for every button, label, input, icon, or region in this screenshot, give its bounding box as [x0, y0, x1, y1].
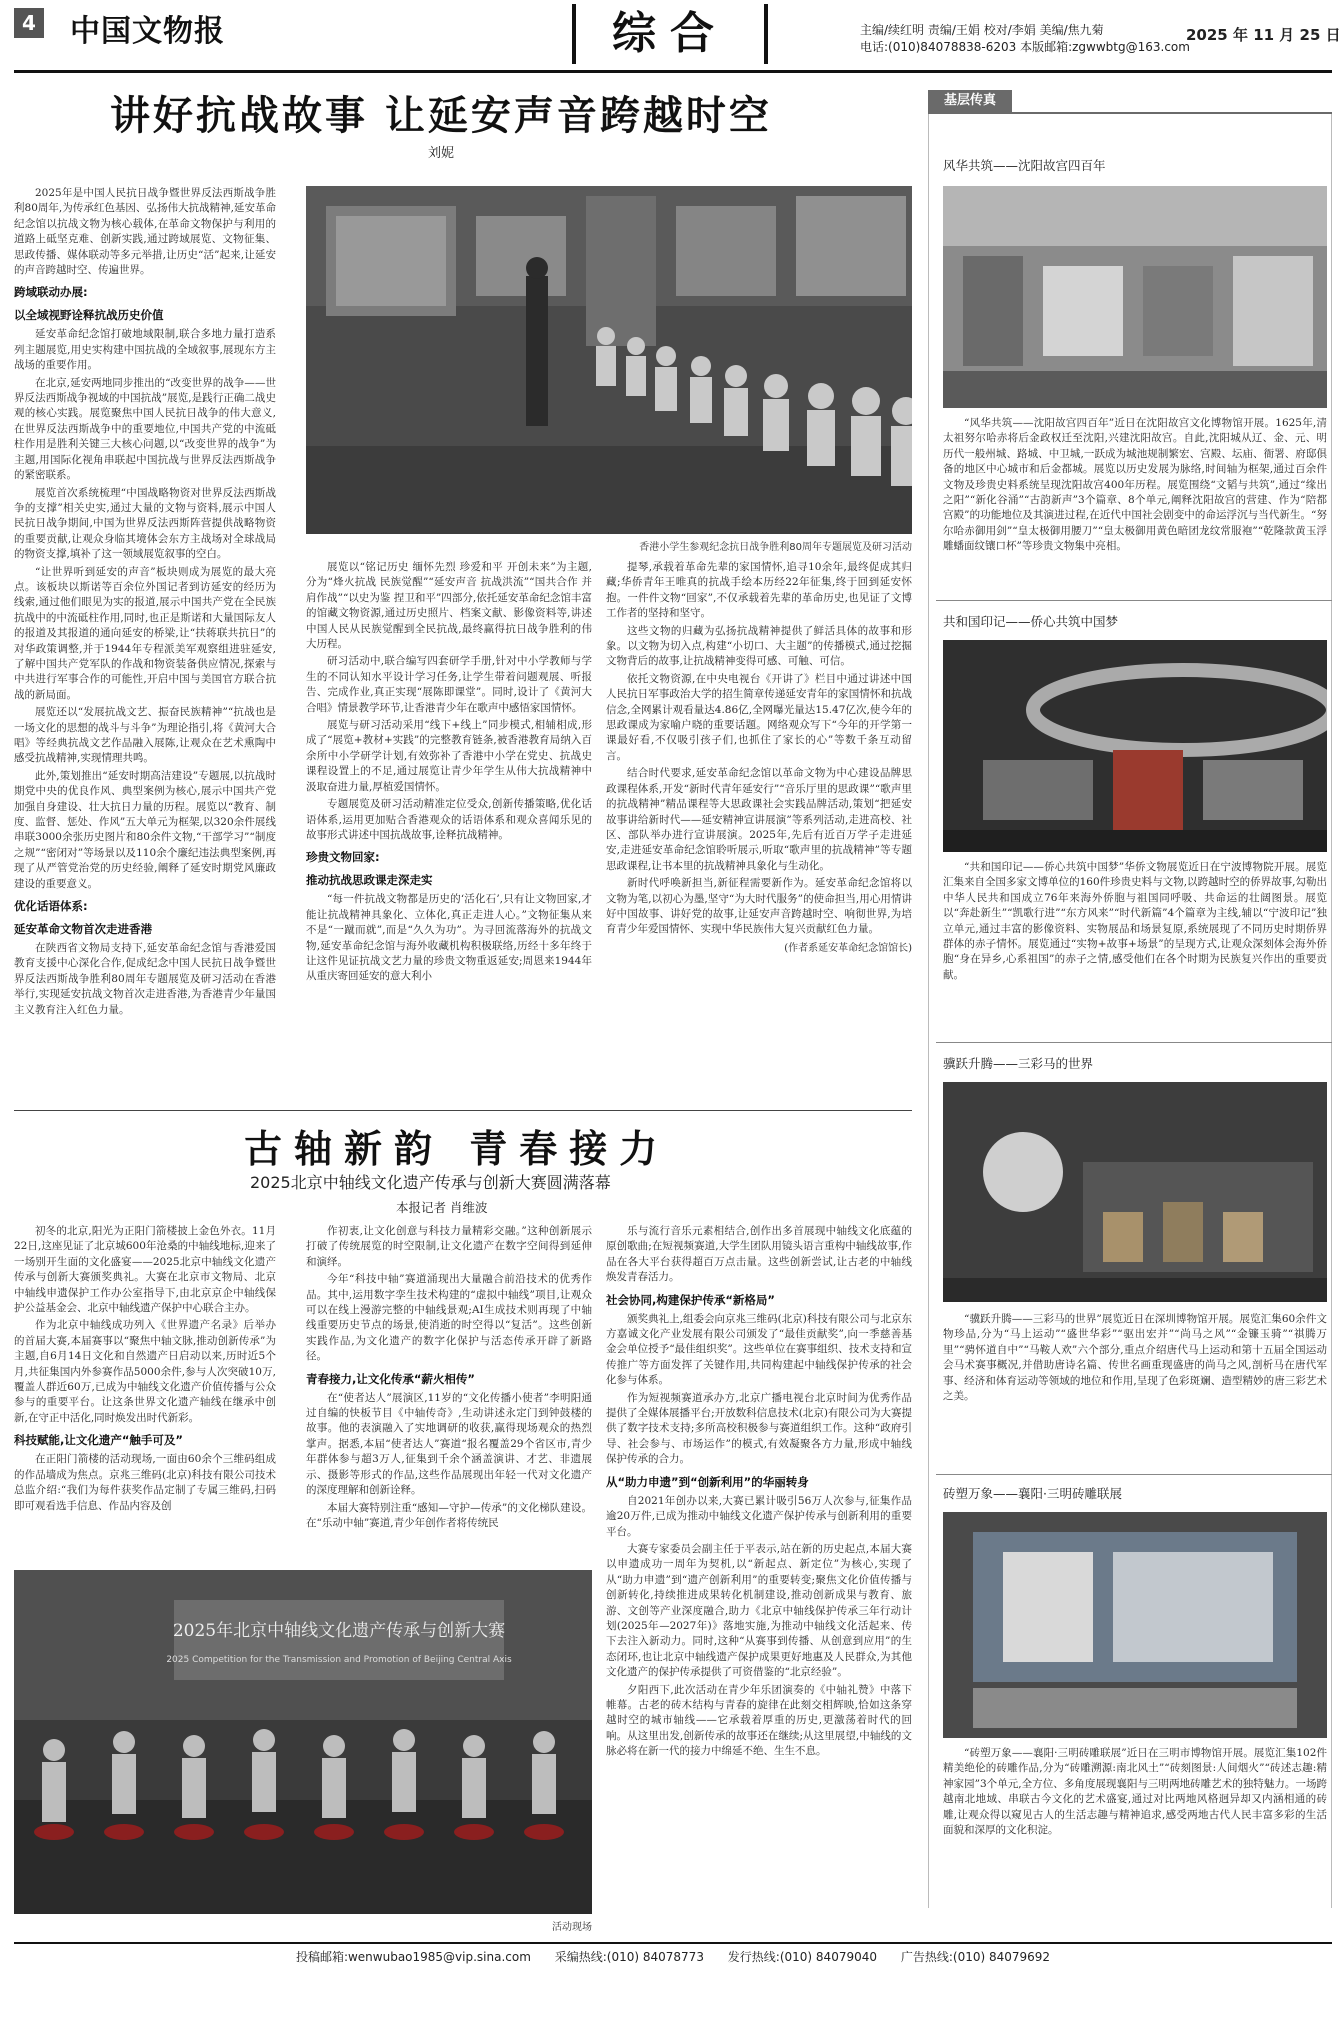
sidebar-separator: [936, 600, 1332, 601]
paragraph: 作为北京中轴线成功列入《世界遗产名录》后举办的首届大赛,本届赛事以“聚焦中轴文脉,推动创新传承”为主题,自6月14日文化和自然遗产日启动以来,历时近5个月,共征集国内外参赛作品5000余件,参与人次突破10万,覆盖人群近60万,已成为中轴线文化遗产价值传播与公众参与的重要平台。让这条世界文化遗产轴线在继承中创新,在守正中活化,同时焕发出时代新彩。: [14, 1319, 276, 1424]
masthead-rule: [14, 70, 1332, 73]
section-heading: 从“助力申遗”到“创新利用”的华丽转身: [606, 1474, 809, 1489]
paragraph: 在北京,延安两地同步推出的“改变世界的战争——世界反法西斯战争视域的中国抗战”展览,是践行正确二战史观的核心实践。展览聚焦中国人民抗日战争的伟大意义,在世界反法西斯战争中的重要地位,中国共产党的中流砥柱作用是胜利关键三大核心问题,以“改变世界的战争”为主题,用国际化视角串联起中国抗战与世界反法西斯战争的紧密联系。: [14, 376, 276, 482]
issue-date: 2025 年 11 月 25 日: [1186, 26, 1341, 44]
paragraph: 夕阳西下,此次活动在青少年乐团演奏的《中轴礼赞》中落下帷幕。古老的砖木结构与青春的旋律在此刻交相辉映,恰如这条穿越时空的城市轴线——它承载着厚重的历史,更激荡着时代的回响。从这里出发,创新传承的故事还在继续;从这里展望,中轴线的文脉必将在新一代的接力中绵延不绝、生生不息。: [606, 1683, 912, 1758]
section-heading: 青春接力,让文化传承“薪火相传”: [306, 1371, 475, 1386]
sidebar-item-title: 砖塑万象——襄阳·三明砖雕联展: [943, 1486, 1122, 1501]
paragraph: 2025年是中国人民抗日战争暨世界反法西斯战争胜利80周年,为传承红色基因、弘扬伟大抗战精神,延安革命纪念馆以抗战文物为核心载体,在革命文物保护与利用的道路上砥坚克难、创新实践,通过跨域展览、文物征集、思政传播、媒体联动等多元举措,让历史“活”起来,让延安的声音跨越时空、传遍世界。: [14, 187, 276, 277]
paragraph: 大赛专家委员会副主任于平表示,站在新的历史起点,本届大赛以申遗成功一周年为契机,以“新起点、新定位”为核心,实现了从“助力申遗”到“遗产创新利用”的重要转变;聚焦文化价值传播与创新转化,持续推进成果转化机制建设,推动创新成果与教育、旅游、文创等产业深度融合,助力《北京中轴线保护传承三年行动计划(2025年—2027年)》落地实施,为推动中轴线文化活起来、传下去注入新动力。同时,这种“从赛事到传播、从创意到应用”的生态闭环,也让北京中轴线遗产保护成果更好地惠及人民群众,为其他文化遗产的保护传承提供了可资借鉴的“北京经验”。: [606, 1542, 912, 1679]
sidebar-photo-sanming: [943, 1512, 1327, 1738]
article1-column-1: [14, 186, 276, 1106]
section-heading: 科技赋能,让文化遗产“触手可及”: [14, 1433, 183, 1448]
paragraph: 在陕西省文物局支持下,延安革命纪念馆与香港爱国教育支援中心深化合作,促成纪念中国人民抗日战争暨世界反法西斯战争胜利80周年专题展览及研习活动在香港举行,实现延安抗战文物首次走进香港,为香港青少年量国主义教育注入红色力量。: [14, 942, 276, 1016]
masthead: [0, 0, 1344, 70]
sidebar-separator: [936, 1042, 1332, 1043]
paragraph: 作为短视频赛道承办方,北京广播电视台北京时间为优秀作品提供了全媒体展播平台;开放数科信息技术(北京)有限公司为大赛提供了数字技术支持;多所高校积极参与赛道组织工作。这种“政府引导、社会参与、市场运作”的模式,有效凝聚各方力量,形成中轴线保护传承的合力。: [606, 1391, 912, 1466]
article1-column-3: [606, 560, 912, 1106]
paragraph: 展览与研习活动采用“线下+线上”同步模式,相辅相成,形成了“展览+教材+实践”的完整教育链条,被香港教育局纳入百余所中小学研学计划,有效弥补了香港中小学在党史、抗战史课程设置上的不足,通过展览让青少年学生从伟大抗战精神中汲取奋进力量,厚植爱国情怀。: [306, 719, 592, 793]
paragraph: 依托文物资源,在中央电视台《开讲了》栏目中通过讲述中国人民抗日军事政治大学的招生简章传递延安青年的家国情怀和抗战信念,全网累计观看量达4.86亿,全网曝光量达15.47亿次,使今年的思政课成为家喻户晓的重要话题。网络观众写下“今年的开学第一课最好看,不仅吸引孩子们,也抓住了家长的心”等数千条互动留言。: [606, 672, 912, 762]
sidebar-paragraph: “砖塑万象——襄阳·三明砖雕联展”近日在三明市博物馆开展。展览汇集102件精美绝伦的砖雕作品,分为“砖雕溯源:南北风土”“砖刻图景:人间烟火”“砖述志趣:精神家园”3个单元,全方位、多角度展现襄阳与三明两地砖雕艺术的独特魅力。一场跨越南北地域、串联古今文化的艺术盛宴,通过对比两地风格迥异却又内涵相通的砖雕,让观众得以窥见古人的生活志趣与精神追求,感受两地古代人民丰富多彩的生活面貌和深厚的文化积淀。: [943, 1747, 1327, 1837]
paragraph: 此外,策划推出“延安时期高洁建设”专题展,以抗战时期党中央的优良作风、典型案例为核心,展示中国共产党加强自身建设、壮大抗日力量的历程。展览以“教育、制度、监督、惩处、作风”五大单元为框架,以320余件展线串联3000余张历史图片和80余件文物,“干部学习”“制度之规”“密闭对”等场景以及110余个廉纪违法典型案例,再现了从严管党治党的历史经验,阐释了延安时期党风廉政建设的重要意义。: [14, 769, 276, 890]
sidebar-item-text: [943, 860, 1327, 1030]
sidebar-paragraph: “风华共筑——沈阳故宫四百年”近日在沈阳故宫文化博物馆开展。1625年,清太祖努尔哈赤将后金政权迁至沈阳,兴建沈阳故宫。自此,沈阳城从辽、金、元、明历代一般州城、路城、中卫城,一跃成为城池规制繁宏、宫殿、坛庙、衙署、府邸俱备的地区中心城市和后金都城。展览以历史发展为脉络,时间轴为框架,通过百余件文物及珍贵史料系统呈现沈阳故宫400年历程。展览围绕“文韬与共筑”,通过“缘出之阳”“新化谷涌”“古韵新声”3个篇章、8个单元,阐释沈阳故宫的营建、作为“陪都宫殿”的功能地位及其演进过程,在近代中国社会剧变中的命运浮沉与当代新生。“努尔哈赤御用剑”“皇太极御用腰刀”“皇太极御用黄色暗团龙纹常服袍”“乾隆款黄玉浮雕蟠面纹镶口杯”等珍贵文物集中亮相。: [943, 417, 1327, 553]
paragraph: 结合时代要求,延安革命纪念馆以革命文物为中心建设品牌思政课程体系,开发“新时代青年延安行”“音乐厅里的思政课”“歌声里的抗战精神”精品课程等大思政课社会实践品牌活动,策划“把延安故事讲给新时代——延安精神宣讲展演”等系列活动,走进高校、社区、部队举办进行宣讲展演。2025年,先后有近百万学子走进延安,走进延安革命纪念馆聆听展示,听取“歌声里的抗战精神”等专题思政课程,让书本里的抗战精神具象化与生动化。: [606, 767, 912, 872]
overseas-chinese-exhibit-photo: [943, 640, 1327, 852]
section-heading: 珍贵文物回家:: [306, 850, 380, 865]
staff-credits: [860, 22, 1190, 56]
paragraph: 展览还以“发展抗战文艺、振奋民族精神”“抗战也是一场文化的思想的战斗与斗争”为理论指引,将《黄河大合唱》等经典抗战文艺作品融入展陈,让观众在艺术熏陶中感受抗战精神,实现情理共鸣。: [14, 706, 276, 765]
article1-headline: 讲好抗战故事 让延安声音跨越时空: [110, 92, 772, 139]
exhibition-visit-photo: [306, 186, 912, 534]
article1-photo-caption: 香港小学生参观纪念抗日战争胜利80周年专题展览及研习活动: [639, 542, 912, 553]
ceremony-photo: [14, 1570, 592, 1914]
sidebar-item-title: 骥跃升腾——三彩马的世界: [943, 1056, 1094, 1071]
paragraph: 提琴,承载着革命先辈的家国情怀,追寻10余年,最终促成其归藏;华侨青年王唯真的抗战手绘本历经22年征集,终于回到延安怀抱。一件件文物“回家”,不仅承载着先辈的革命历史,也见证了文博工作者的坚持和坚守。: [606, 561, 912, 620]
section-heading: 延安革命文物首次走进香港: [14, 922, 152, 937]
paragraph: 这些文物的归藏为弘扬抗战精神提供了鲜活具体的故事和形象。以文物为切入点,构建“小切口、大主题”的传播模式,通过挖掘文物背后的故事,让抗战精神变得可感、可触、可信。: [606, 624, 912, 668]
tang-sancai-horse-exhibit-photo: [943, 1082, 1327, 1302]
sidebar-photo-shenzhen: [943, 1082, 1327, 1302]
page-number: 4: [14, 8, 44, 38]
paragraph: 展览以“铭记历史 缅怀先烈 珍爱和平 开创未来”为主题,分为“烽火抗战 民族觉醒”“延安声音 抗战洪流”“国共合作 并肩作战”“以史为鉴 捏卫和平”四部分,依托延安革命纪念馆丰富的馆藏文物资源,通过历史照片、档案文献、影像资料等,讲述中国人民从民族觉醒到全民抗战,最终赢得抗日战争胜利的伟大历程。: [306, 561, 592, 651]
sidebar-photo-shenyang: [943, 186, 1327, 408]
brick-carving-exhibit-photo: [943, 1512, 1327, 1738]
article2-photo: [14, 1570, 592, 1914]
sidebar-item-title: 共和国印记——侨心共筑中国梦: [943, 614, 1119, 629]
sidebar-item-text: [943, 1746, 1327, 1906]
article1-byline: 刘妮: [428, 146, 455, 161]
article2-photo-caption: 活动现场: [552, 1922, 592, 1933]
section-name: 综合: [572, 4, 768, 64]
paragraph: 本届大赛特别注重“感知—守护—传承”的文化梯队建设。在“乐动中轴”赛道,青少年创作者将传统民: [306, 1501, 592, 1529]
paragraph: 今年“科技中轴”赛道涌现出大量融合前沿技术的优秀作品。其中,运用数字孪生技术构建的“虚拟中轴线”项目,让观众可以在线上漫游完整的中轴线景观;AI生成技术则再现了中轴线重要历史节点的场景,使消逝的时空得以“复活”。这些创新实践作品,为文化遗产的数字化保护与活态传承开辟了新路径。: [306, 1273, 592, 1363]
footer-distribution-hotline: 发行热线:(010) 84079040: [727, 1950, 878, 1964]
sidebar-paragraph: “骥跃升腾——三彩马的世界”展览近日在深圳博物馆开展。展览汇集60余件文物珍品,分为“马上运动”“盛世华彩”“驱出宏并”“尚马之风”“金镰玉骑”“祺腾万里”“骋怀道自中”“马鞍人欢”六个部分,重点介绍唐代马上运动和第十五届全国运动会马术赛事概况,并借助唐诗名篇、传世名画重现盛唐的尚马之风,剖析马在唐代军事、经济和体育运动等领域的地位和作用,呈现了色彩斑斓、造型精妙的唐三彩艺术之美。: [943, 1313, 1327, 1403]
footer-email: 投稿邮箱:wenwubao1985@vip.sina.com: [295, 1950, 531, 1964]
article2-byline: 本报记者 肖维波: [396, 1200, 488, 1215]
footer-ads-hotline: 广告热线:(010) 84079692: [900, 1950, 1051, 1964]
author-note: (作者系延安革命纪念馆馆长): [784, 942, 912, 954]
article1-column-2: [306, 560, 592, 1106]
sidebar-separator: [936, 1474, 1332, 1475]
article2-headline: 古轴新韵 青春接力: [244, 1126, 670, 1171]
paragraph: 专题展览及研习活动精准定位受众,创新传播策略,优化话语体系,运用更加贴合香港观众的话语体系和观众喜闻乐见的故事形式讲述中国抗战故事,诠释抗战精神。: [306, 798, 592, 841]
paragraph: 延安革命纪念馆打破地域限制,联合多地力量打造系列主题展览,用史实构建中国抗战的全域叙事,展现东方主战场的重要作用。: [14, 328, 276, 372]
contact-line: 电话:(010)84078838-6203 本版邮箱:zgwwbtg@163.com: [860, 40, 1190, 54]
article-divider: [14, 1110, 912, 1111]
paragraph: 在“使者达人”展演区,11岁的“文化传播小使者”李明阳通过自编的快板节目《中轴传奇》,生动讲述永定门到钟鼓楼的故事。他的表演融入了实地调研的收获,赢得现场观众的热烈掌声。据悉,本届“使者达人”赛道“报名覆盖29个省区市,青少年群体参与超3万人,征集到千余个涵盖演讲、才艺、非遗展示、摄影等形式的作品,这些作品展现出年轻一代对文化遗产的深度理解和创新诠释。: [306, 1391, 592, 1497]
section-heading: 以全域视野诠释抗战历史价值: [14, 308, 164, 323]
sidebar-photo-ningbo: [943, 640, 1327, 852]
paragraph: 展览首次系统梳理“中国战略物资对世界反法西斯战争的支撑”相关史实,通过大量的文物与资料,展示中国人民抗日战争期间,中国为世界反法西斯阵营提供战略物资的重要贡献,让观众身临其境体会东方主战场对全球战局的物资支撑,填补了这一领域展览叙事的空白。: [14, 486, 276, 561]
article2-column-3: [606, 1224, 912, 1934]
palace-exhibit-photo: [943, 186, 1327, 408]
article2-column-2: [306, 1224, 592, 1562]
paragraph: 研习活动中,联合编写四套研学手册,针对中小学教师与学生的不同认知水平设计学习任务,让学生带着问题观展、听报告、完成作业,真正实现“展陈即课堂”。同时,设计了《黄河大合唱》情景教学环节,让香港青少年在歌声中感悟家国情怀。: [306, 655, 592, 714]
sidebar-tag: 基层传真: [928, 90, 1012, 112]
paragraph: 在正阳门箭楼的活动现场,一面由60余个三维码组成的作品墙成为焦点。京兆三维码(北京)科技有限公司技术总监介绍:“我们为每件获奖作品定制了专属三维码,扫码即可观看选手信息、作品内容及创: [14, 1453, 276, 1512]
paragraph: “每一件抗战文物都是历史的‘活化石’,只有让文物回家,才能让抗战精神具象化、立体化,真正走进人心。”文物征集从来不是“一蹴而就”,而是“久久为功”。为寻回流落海外的抗战文物,延安革命纪念馆与海外收藏机构积极联络,历经十多年终于让这件见证抗战文艺力量的珍贵文物重返延安;周恩来1944年从重庆寄回延安的意大利小: [306, 893, 592, 983]
sidebar-item-title: 风华共筑——沈阳故宫四百年: [943, 158, 1106, 173]
paragraph: “让世界听到延安的声音”板块则成为展览的最大亮点。该板块以斯诺等百余位外国记者到访延安的经历为线索,通过他们眼见为实的报道,展示中国共产党在全民族抗战中的中流砥柱作用,同时,也正是斯诺和大量国际友人的报道及其报道的通向延安的桥梁,让“扶蒋联共抗日”的对华政策调整,并于1944年专程派美军观察组进驻延安,了解中国共产党军队的作战和物资装备供应情况,探索与中共进行军事合作的可能性,开启中国与美国官方联合抗战的新局面。: [14, 565, 276, 701]
article1-photo: [306, 186, 912, 534]
paragraph: 新时代呼唤新担当,新征程需要新作为。延安革命纪念馆将以文物为笔,以初心为墨,坚守“为大时代服务”的使命担当,用心用情讲好中国故事、讲好党的故事,让延安声音跨越时空、响彻世界,为培育青少年爱国情怀、实现中华民族伟大复兴贡献红色力量。: [606, 877, 912, 936]
sidebar-paragraph: “共和国印记——侨心共筑中国梦”华侨文物展览近日在宁波博物院开展。展览汇集来自全国多家文博单位的160件珍贵史料与文物,以跨越时空的侨界故事,勾勒出中华人民共和国成立76年来海外侨胞与祖国同呼吸、共命运的壮阔图景。展览以“奔赴新生”“凯歌行进”“东方风来”“时代新篇”4个篇章为主线,辅以“宁波印记”独立单元,通过丰富的影像资料、实物展品和场景复原,系统展现了不同历史时期侨界群体的赤子情怀。展览通过“实物+故事+场景”的呈现方式,让观众深刻体会海外侨胞“身在异乡,心系祖国”的赤子之情,感受他们在各个时期为民族复兴作出的重要贡献。: [943, 861, 1327, 981]
sidebar-rule: [928, 112, 1332, 114]
section-heading: 优化话语体系:: [14, 899, 88, 914]
paper-name-logo: 中国文物报: [70, 14, 225, 49]
banner-title: 2025年北京中轴线文化遗产传承与创新大赛: [172, 1621, 506, 1641]
paragraph: 颁奖典礼上,组委会向京兆三维码(北京)科技有限公司与北京东方嘉诚文化产业发展有限公司颁发了“最佳贡献奖”,向一季慈善基金会单位授予“最佳组织奖”。这些单位在赛事组织、技术支持和宣传推广等方面发挥了关键作用,共同构建起中轴线保护传承的社会化参与体系。: [606, 1312, 912, 1387]
staff-line: 主编/续红明 责编/王娟 校对/李娟 美编/焦九菊: [860, 23, 1104, 37]
paragraph: 自2021年创办以来,大赛已累计吸引56万人次参与,征集作品逾20万件,已成为推动中轴线文化遗产保护传承与创新利用的重要平台。: [606, 1494, 912, 1538]
paragraph: 乐与流行音乐元素相结合,创作出多首展现中轴线文化底蕴的原创歌曲;在短视频赛道,大学生团队用镜头语言重构中轴线故事,作品在各大平台获得超百万点击量。这些创新尝试,让古老的中轴线焕发青春活力。: [606, 1225, 912, 1284]
section-heading: 跨域联动办展:: [14, 285, 88, 300]
article2-subheadline: 2025北京中轴线文化遗产传承与创新大赛圆满落幕: [250, 1173, 611, 1192]
footer-rule: [14, 1942, 1332, 1944]
article2-column-1: [14, 1224, 276, 1562]
sidebar-item-text: [943, 416, 1327, 586]
footer-editing-hotline: 采编热线:(010) 84078773: [554, 1950, 704, 1964]
banner-subtitle: 2025 Competition for the Transmission and Promotion of Beijing Central Axis: [166, 1655, 512, 1665]
paragraph: 作初衷,让文化创意与科技力量精彩交融。”这种创新展示打破了传统展览的时空限制,让文化遗产在数字空间得到延伸和演绎。: [306, 1225, 592, 1268]
section-heading: 社会协同,构建保护传承“新格局”: [606, 1292, 775, 1307]
footer: [14, 1948, 1332, 1965]
section-heading: 推动抗战思政课走深走实: [306, 873, 433, 888]
paragraph: 初冬的北京,阳光为正阳门箭楼披上金色外衣。11月22日,这座见证了北京城600年沧桑的中轴线地标,迎来了一场别开生面的文化盛宴——2025北京中轴线文化遗产传承与创新大赛颁奖典礼。大赛在北京市文物局、北京中轴线申遗保护工作办公室指导下,由北京京企中轴线保护公益基金会、北京中轴线遗产保护中心联合主办。: [14, 1225, 276, 1315]
sidebar-item-text: [943, 1312, 1327, 1472]
